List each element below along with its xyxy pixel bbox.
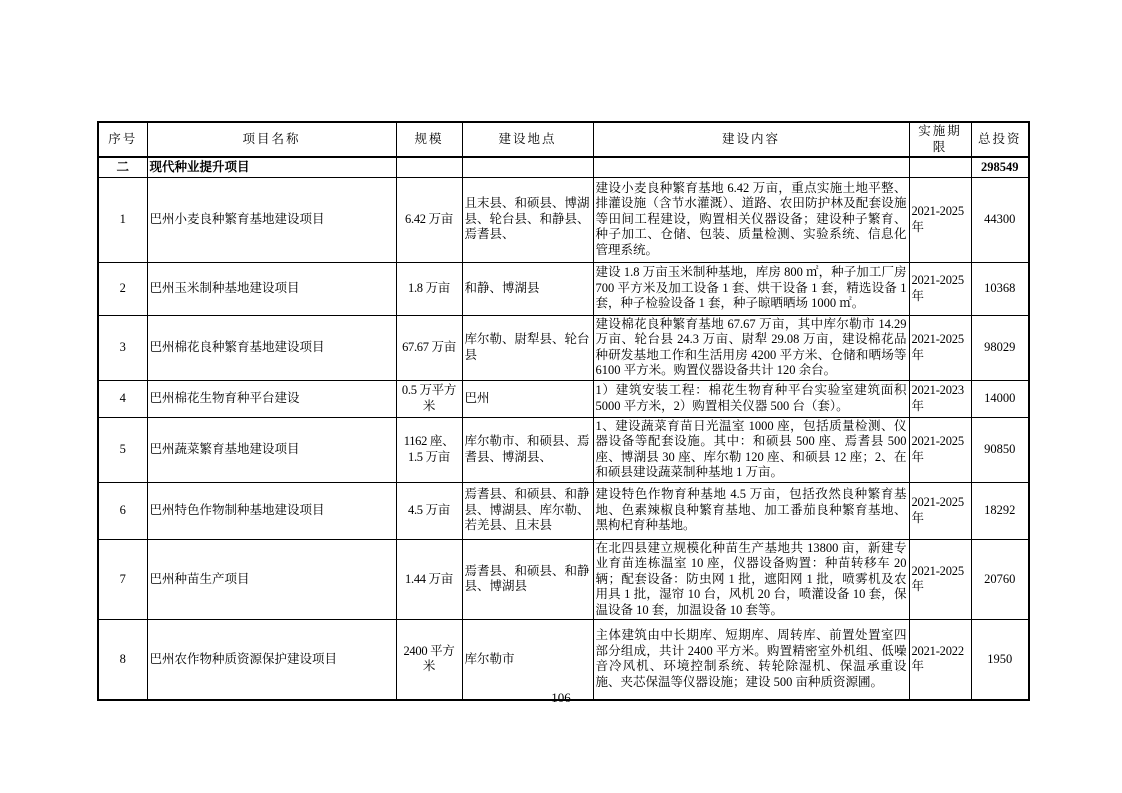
cell-seq: 2	[98, 262, 147, 315]
table-row	[98, 315, 1029, 380]
cell-scale: 1.44 万亩	[396, 539, 462, 620]
cell-location: 和静、博湖县	[462, 262, 593, 315]
cell-investment: 90850	[971, 417, 1029, 482]
cell-period: 2021-2025 年	[909, 315, 971, 380]
cell-content: 在北四县建立规模化种苗生产基地共 13800 亩，新建专业育苗连栋温室 10 座，仪器设备购置：种苗转移车 20 辆；配套设备：防虫网 1 批，遮阳网 1 批，喷雾机及农用具 1 批，湿帘 10 台，风机 20 台，喷灌设备 10 套，保温设备 10 套，加温设备 10 套等。	[593, 539, 909, 620]
cell-period: 2021-2022 年	[909, 620, 971, 700]
cell-project-name: 巴州农作物种质资源保护建设项目	[147, 620, 396, 700]
cell-seq: 4	[98, 380, 147, 417]
project-table	[97, 121, 1030, 701]
section-content	[593, 157, 909, 177]
table-row	[98, 620, 1029, 700]
cell-location: 且末县、和硕县、博湖县、轮台县、和静县、焉耆县、	[462, 177, 593, 262]
cell-content: 建设特色作物育种基地 4.5 万亩，包括孜然良种繁育基地、色素辣椒良种繁育基地、加工番茄良种繁育基地、黑枸杞育种基地。	[593, 482, 909, 539]
table-header-row	[98, 122, 1029, 157]
table-row	[98, 482, 1029, 539]
cell-scale: 6.42 万亩	[396, 177, 462, 262]
header-scale: 规模	[396, 122, 462, 157]
section-row	[98, 157, 1029, 177]
cell-period: 2021-2025 年	[909, 177, 971, 262]
cell-scale: 1162 座、1.5 万亩	[396, 417, 462, 482]
cell-location: 库尔勒、尉犁县、轮台县	[462, 315, 593, 380]
cell-project-name: 巴州棉花良种繁育基地建设项目	[147, 315, 396, 380]
section-period	[909, 157, 971, 177]
cell-seq: 7	[98, 539, 147, 620]
cell-content: 建设小麦良种繁育基地 6.42 万亩，重点实施土地平整、排灌设施（含节水灌溉）、道路、农田防护林及配套设施等田间工程建设，购置相关仪器设备；建设种子繁育、种子加工、仓储、包装、质量检测、实验系统、信息化管理系统。	[593, 177, 909, 262]
cell-seq: 5	[98, 417, 147, 482]
table-row	[98, 262, 1029, 315]
cell-content: 1、建设蔬菜育苗日光温室 1000 座，包括质量检测、仪器设备等配套设施。其中：和硕县 500 座、焉耆县 500 座、博湖县 30 座、库尔勒 120 座、和硕县 12 座；2、在和硕县建设蔬菜制种基地 1 万亩。	[593, 417, 909, 482]
cell-project-name: 巴州棉花生物育种平台建设	[147, 380, 396, 417]
cell-location: 巴州	[462, 380, 593, 417]
cell-investment: 44300	[971, 177, 1029, 262]
cell-investment: 98029	[971, 315, 1029, 380]
cell-project-name: 巴州特色作物制种基地建设项目	[147, 482, 396, 539]
cell-content: 1）建筑安装工程：棉花生物育种平台实验室建筑面积 5000 平方米，2）购置相关仪器 500 台（套）。	[593, 380, 909, 417]
table-row	[98, 177, 1029, 262]
cell-project-name: 巴州种苗生产项目	[147, 539, 396, 620]
cell-location: 焉耆县、和硕县、和静县、博湖县	[462, 539, 593, 620]
table-row	[98, 539, 1029, 620]
page-number: 106	[551, 690, 571, 705]
cell-scale: 2400 平方米	[396, 620, 462, 700]
section-location	[462, 157, 593, 177]
cell-project-name: 巴州小麦良种繁育基地建设项目	[147, 177, 396, 262]
header-location: 建设地点	[462, 122, 593, 157]
cell-content: 建设 1.8 万亩玉米制种基地，库房 800 ㎡，种子加工厂房 700 平方米及加工设备 1 套、烘干设备 1 套，精选设备 1 套，种子检验设备 1 套，种子晾晒晒场 1000 ㎡。	[593, 262, 909, 315]
cell-scale: 1.8 万亩	[396, 262, 462, 315]
cell-period: 2021-2025 年	[909, 482, 971, 539]
cell-period: 2021-2025 年	[909, 417, 971, 482]
cell-investment: 10368	[971, 262, 1029, 315]
cell-project-name: 巴州玉米制种基地建设项目	[147, 262, 396, 315]
header-project-name: 项目名称	[147, 122, 396, 157]
cell-seq: 1	[98, 177, 147, 262]
cell-investment: 14000	[971, 380, 1029, 417]
table-row	[98, 380, 1029, 417]
table-row	[98, 417, 1029, 482]
cell-location: 库尔勒市、和硕县、焉耆县、博湖县、	[462, 417, 593, 482]
cell-investment: 18292	[971, 482, 1029, 539]
cell-seq: 8	[98, 620, 147, 700]
header-investment: 总投资	[971, 122, 1029, 157]
section-scale	[396, 157, 462, 177]
cell-location: 库尔勒市	[462, 620, 593, 700]
cell-location: 焉耆县、和硕县、和静县、博湖县、库尔勒、若羌县、且末县	[462, 482, 593, 539]
cell-period: 2021-2025 年	[909, 262, 971, 315]
header-seq: 序号	[98, 122, 147, 157]
cell-scale: 4.5 万亩	[396, 482, 462, 539]
cell-content: 建设棉花良种繁育基地 67.67 万亩，其中库尔勒市 14.29 万亩、轮台县 24.3 万亩、尉犁 29.08 万亩，建设棉花品种研发基地工作和生活用房 4200 平方米、仓储和晒场等 6100 平方米。购置仪器设备共计 120 余台。	[593, 315, 909, 380]
cell-period: 2021-2025 年	[909, 539, 971, 620]
header-period: 实施期限	[909, 122, 971, 157]
cell-content: 主体建筑由中长期库、短期库、周转库、前置处置室四部分组成，共计 2400 平方米。购置精密室外机组、低噪音冷风机、环境控制系统、转轮除湿机、保温承重设施、夹芯保温等仪器设施；建设 500 亩种质资源圃。	[593, 620, 909, 700]
cell-project-name: 巴州蔬菜繁育基地建设项目	[147, 417, 396, 482]
section-name: 现代种业提升项目	[147, 157, 396, 177]
section-total-investment: 298549	[971, 157, 1029, 177]
cell-seq: 3	[98, 315, 147, 380]
cell-investment: 20760	[971, 539, 1029, 620]
header-content: 建设内容	[593, 122, 909, 157]
cell-scale: 67.67 万亩	[396, 315, 462, 380]
cell-scale: 0.5 万平方米	[396, 380, 462, 417]
section-seq: 二	[98, 157, 147, 177]
cell-period: 2021-2023 年	[909, 380, 971, 417]
cell-seq: 6	[98, 482, 147, 539]
cell-investment: 1950	[971, 620, 1029, 700]
